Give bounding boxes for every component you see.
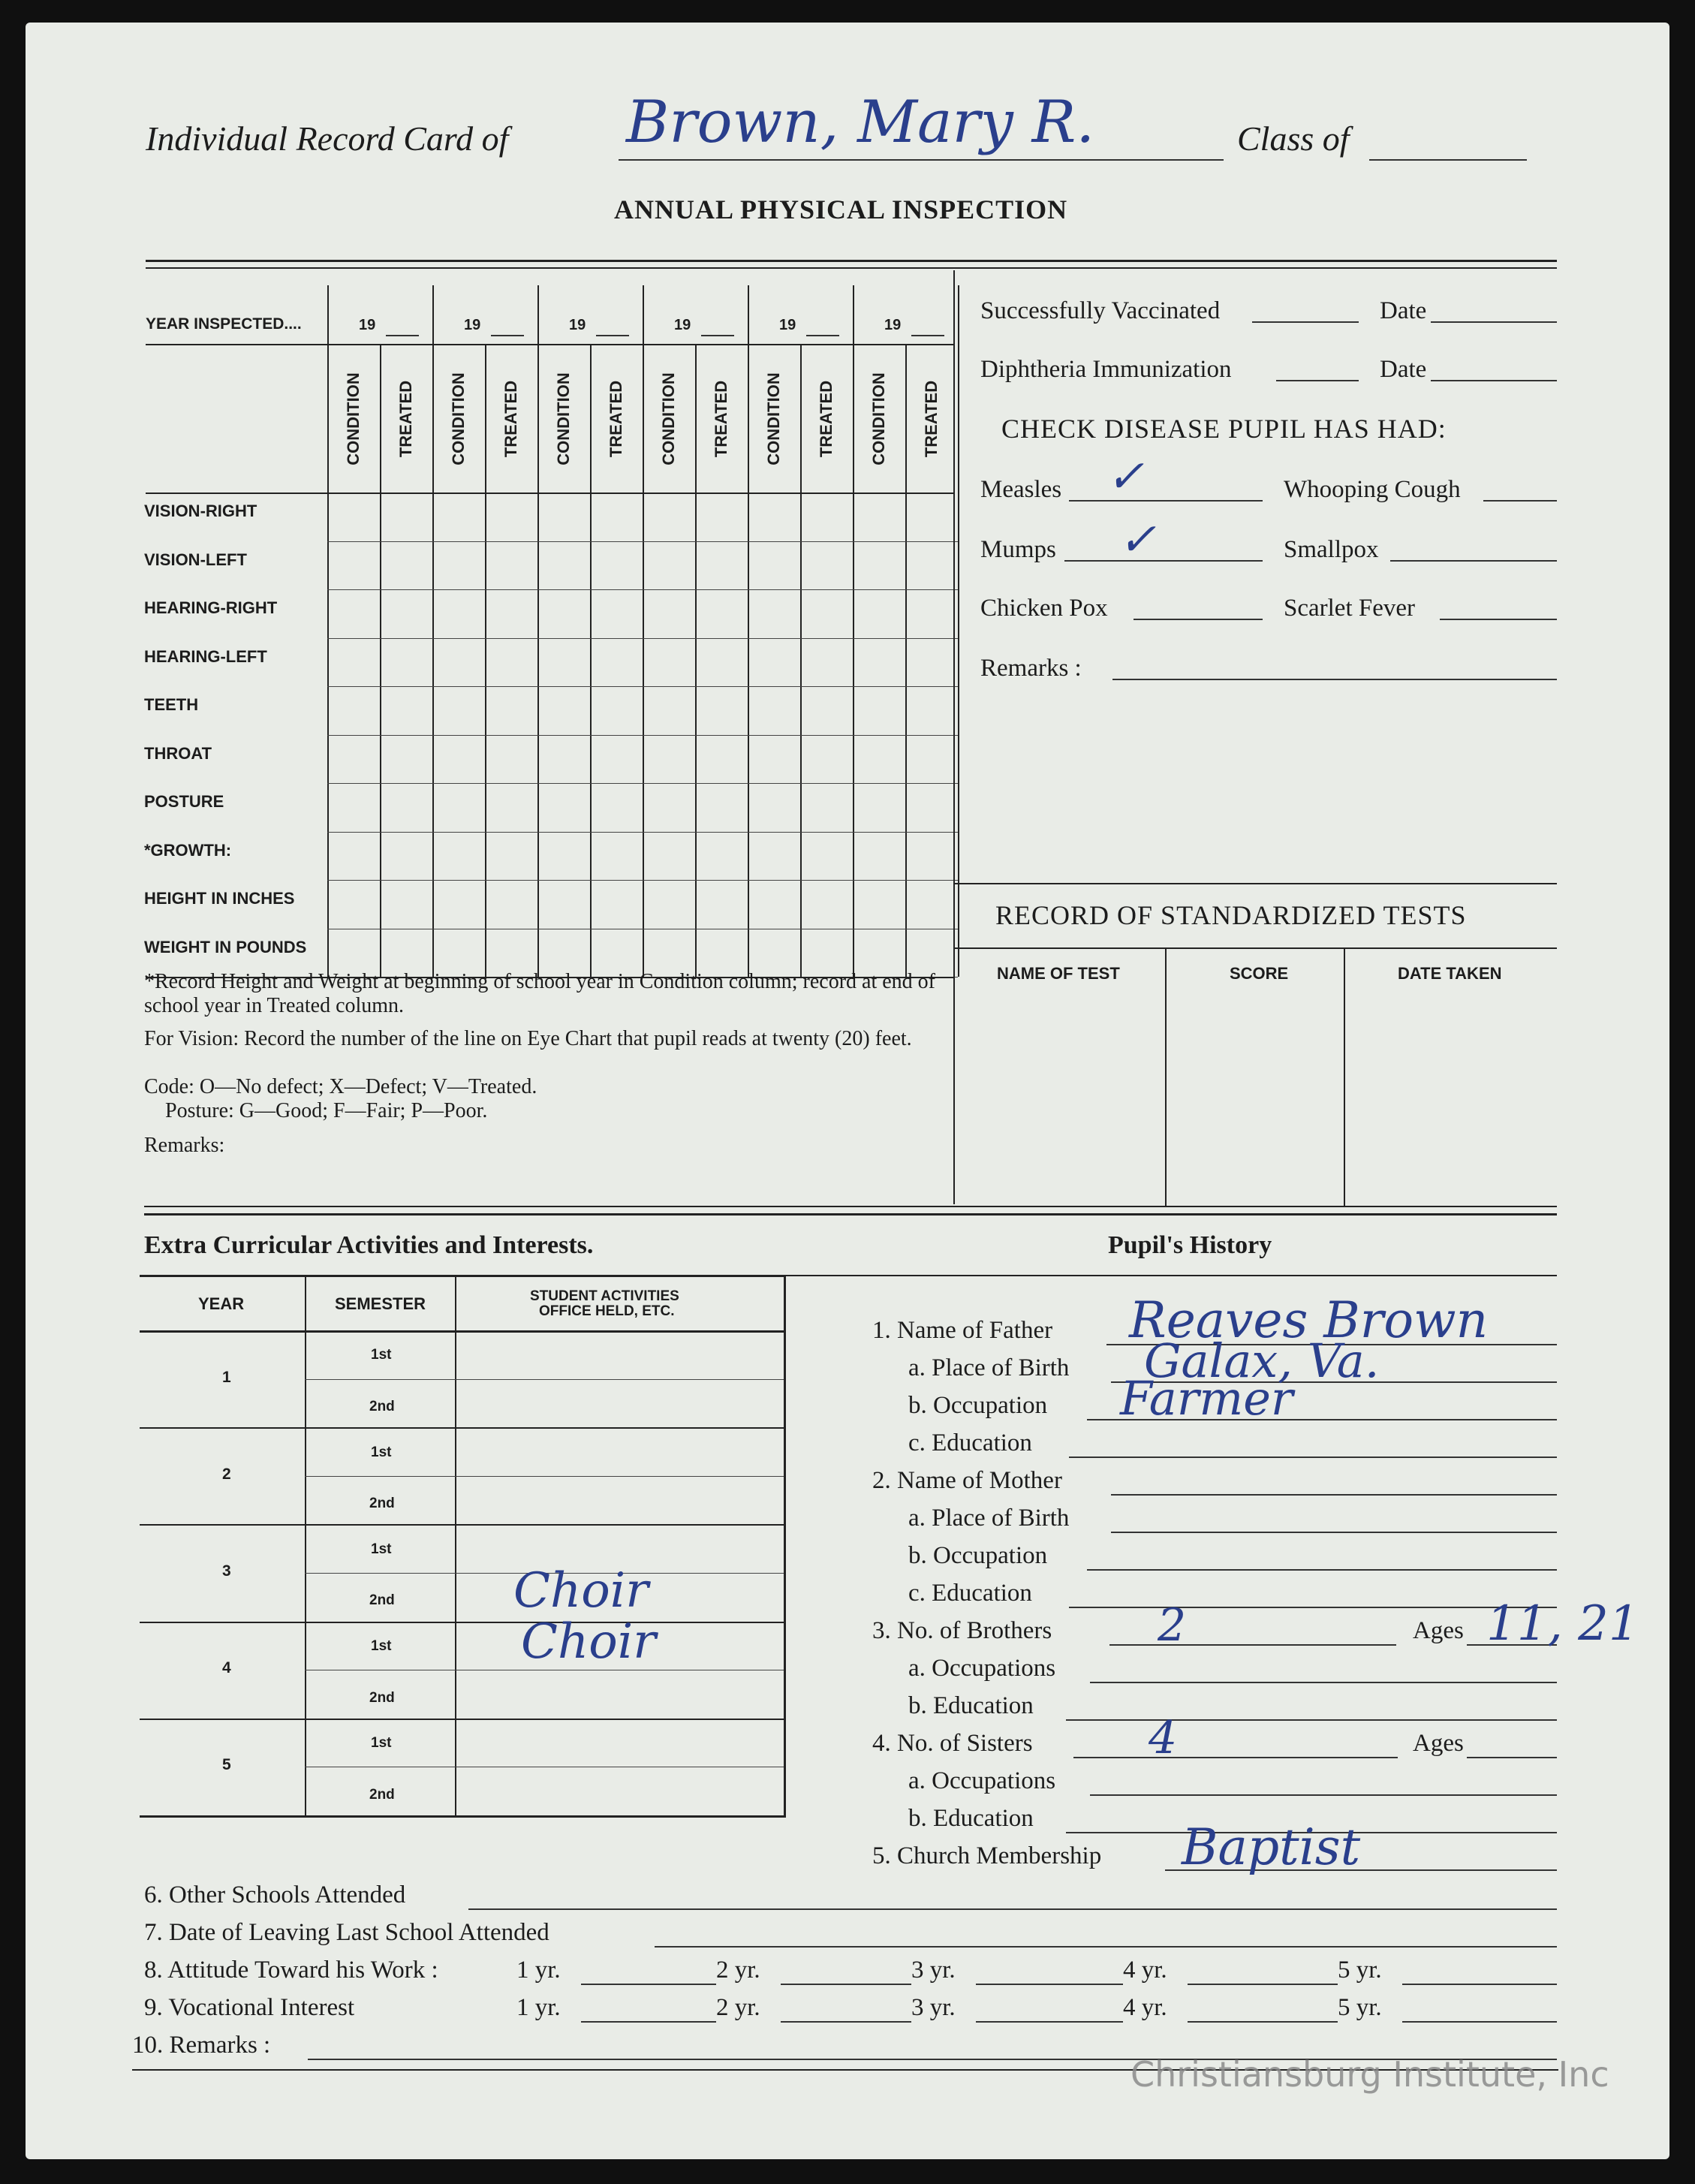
history-line-15: 5. Church Membership — [872, 1842, 1102, 1869]
history-line-1: 1. Name of Father — [872, 1317, 1053, 1344]
watermark: Christiansburg Institute, Inc — [1131, 2054, 1609, 2095]
tests-col-score: SCORE — [1230, 964, 1289, 983]
year-inspected-label: YEAR INSPECTED.... — [146, 315, 302, 333]
condition-header: CONDITION — [659, 372, 678, 465]
history-blank — [1073, 1757, 1398, 1758]
year-blank — [911, 335, 944, 336]
column-rule — [485, 344, 486, 977]
activity-year4-1st: Choir — [521, 1614, 656, 1670]
acts-col-office: OFFICE HELD, ETC. — [539, 1303, 675, 1319]
yr-blank — [1402, 2021, 1557, 2023]
handwritten-father-value: Reaves Brown — [1129, 1291, 1489, 1349]
check-disease-title: CHECK DISEASE PUPIL HAS HAD: — [1001, 414, 1447, 444]
column-rule — [958, 285, 959, 977]
row-rule — [327, 783, 958, 784]
acts-sem-2nd: 2nd — [369, 1786, 395, 1803]
acts-sem-1st: 1st — [371, 1541, 392, 1557]
year-blank — [491, 335, 524, 336]
chickenpox-label: Chicken Pox — [980, 595, 1108, 622]
acts-sem-rule — [305, 1379, 784, 1380]
note-vision: For Vision: Record the number of the line on Eye Chart that pupil reads at twenty (20) feet. — [144, 1027, 912, 1050]
yr-blank — [976, 1984, 1123, 1985]
treated-header: TREATED — [922, 380, 941, 458]
handwritten-brothers-ages: 11, 21 — [1486, 1596, 1639, 1652]
attitude-label: 8. Attitude Toward his Work : — [144, 1957, 438, 1984]
history-line-11: b. Education — [908, 1692, 1034, 1719]
year-prefix: 19 — [359, 317, 376, 333]
year-prefix: 19 — [674, 317, 691, 333]
row-label-weight-in-pounds: WEIGHT IN POUNDS — [144, 937, 307, 956]
acts-year-2: 2 — [222, 1465, 231, 1483]
history-line-2: a. Place of Birth — [908, 1354, 1070, 1381]
history-blank — [1109, 1644, 1396, 1646]
acts-sem-2nd: 2nd — [369, 1689, 395, 1706]
tests-title: RECORD OF STANDARDIZED TESTS — [995, 900, 1467, 930]
column-rule — [432, 285, 434, 977]
yr-label-2: 2 yr. — [716, 1957, 760, 1984]
yr-blank — [781, 1984, 911, 1985]
row-label-vision-left: VISION-LEFT — [144, 550, 247, 569]
handwritten-brothers-value: 2 — [1158, 1599, 1187, 1652]
history-line-5: 2. Name of Mother — [872, 1467, 1062, 1494]
yr-label-1: 1 yr. — [516, 1994, 561, 2021]
sisters-ages-label: Ages — [1413, 1730, 1464, 1757]
whooping-label: Whooping Cough — [1284, 476, 1461, 503]
activities-title: Extra Curricular Activities and Interests. — [144, 1231, 594, 1259]
acts-year-4: 4 — [222, 1659, 231, 1677]
acts-bottom — [140, 1815, 784, 1818]
treated-header: TREATED — [607, 380, 625, 458]
year-prefix: 19 — [779, 317, 796, 333]
history-blank — [1069, 1607, 1557, 1608]
subtitle: ANNUAL PHYSICAL INSPECTION — [614, 194, 1068, 224]
title-prefix: Individual Record Card of — [146, 119, 509, 158]
measles-check: ✓ — [1106, 450, 1145, 503]
note-code: Code: O—No defect; X—Defect; V—Treated. — [144, 1075, 537, 1098]
acts-sem-2nd: 2nd — [369, 1496, 395, 1512]
row-rule — [327, 832, 958, 833]
acts-sem-1st: 1st — [371, 1735, 392, 1752]
history-line-12: 4. No. of Sisters — [872, 1730, 1033, 1757]
history-line-8: c. Education — [908, 1580, 1032, 1607]
yr-blank — [781, 2021, 911, 2023]
column-rule — [590, 344, 592, 977]
record-card — [26, 23, 1669, 2159]
smallpox-label: Smallpox — [1284, 536, 1379, 563]
vaccinated-date-label: Date — [1380, 297, 1427, 324]
acts-year-5: 5 — [222, 1756, 231, 1774]
mumps-label: Mumps — [980, 536, 1056, 563]
year-blank — [701, 335, 734, 336]
year-prefix: 19 — [884, 317, 902, 333]
yr-label-1: 1 yr. — [516, 1957, 561, 1984]
acts-year-rule — [140, 1524, 784, 1526]
year-blank — [596, 335, 629, 336]
year-prefix: 19 — [569, 317, 586, 333]
condition-header: CONDITION — [869, 372, 888, 465]
acts-sem-rule — [305, 1476, 784, 1477]
acts-col-student: STUDENT ACTIVITIES — [530, 1288, 679, 1304]
yr-blank — [976, 2021, 1123, 2023]
acts-year-rule — [140, 1719, 784, 1720]
acts-year-rule — [140, 1622, 784, 1623]
condition-header: CONDITION — [449, 372, 468, 465]
history-blank — [1066, 1719, 1557, 1721]
acts-sem-1st: 1st — [371, 1637, 392, 1654]
yr-blank — [581, 1984, 716, 1985]
yr-label-4: 4 yr. — [1123, 1957, 1167, 1984]
column-rule — [905, 344, 907, 977]
yr-blank — [581, 2021, 716, 2023]
remarks-label: 10. Remarks : — [132, 2032, 271, 2059]
history-line-14: b. Education — [908, 1805, 1034, 1832]
treated-header: TREATED — [501, 380, 520, 458]
column-rule — [537, 285, 539, 977]
acts-col1 — [305, 1275, 306, 1815]
acts-col2 — [455, 1275, 456, 1815]
yr-label-4: 4 yr. — [1123, 1994, 1167, 2021]
row-rule — [327, 735, 958, 736]
other-schools-label: 6. Other Schools Attended — [144, 1881, 406, 1908]
history-line-6: a. Place of Birth — [908, 1505, 1070, 1532]
acts-year-1: 1 — [222, 1368, 231, 1386]
row-label-hearing-right: HEARING-RIGHT — [144, 598, 278, 617]
treated-header: TREATED — [712, 380, 730, 458]
year-blank — [386, 335, 419, 336]
history-line-4: c. Education — [908, 1429, 1032, 1457]
acts-col-year: YEAR — [198, 1294, 245, 1313]
leaving-blank — [655, 1946, 1557, 1948]
yr-blank — [1188, 1984, 1338, 1985]
column-rule — [800, 344, 802, 977]
condition-header: CONDITION — [764, 372, 783, 465]
treated-header: TREATED — [396, 380, 415, 458]
rows-top-rule — [146, 493, 953, 494]
note-posture: Posture: G—Good; F—Fair; P—Poor. — [165, 1099, 488, 1122]
history-line-13: a. Occupations — [908, 1767, 1056, 1794]
column-rule — [748, 285, 749, 977]
history-blank — [1087, 1569, 1557, 1571]
yr-label-2: 2 yr. — [716, 1994, 760, 2021]
diphtheria-date-label: Date — [1380, 356, 1427, 383]
history-blank — [1111, 1494, 1557, 1496]
vocational-label: 9. Vocational Interest — [144, 1994, 355, 2021]
column-rule — [327, 285, 329, 977]
handwritten-father-occ-value: Farmer — [1120, 1371, 1293, 1426]
leaving-label: 7. Date of Leaving Last School Attended — [144, 1919, 549, 1946]
history-line-7: b. Occupation — [908, 1542, 1048, 1569]
mumps-check: ✓ — [1118, 514, 1157, 566]
vaccinated-label: Successfully Vaccinated — [980, 297, 1221, 324]
row-label-hearing-left: HEARING-LEFT — [144, 646, 267, 666]
student-name: Brown, Mary R. — [626, 89, 1095, 156]
yr-label-3: 3 yr. — [911, 1994, 956, 2021]
other-schools-blank — [468, 1908, 1557, 1910]
history-blank — [1069, 1457, 1557, 1458]
acts-col-semester: SEMESTER — [335, 1294, 426, 1313]
yr-label-5: 5 yr. — [1338, 1994, 1382, 2021]
acts-year-rule — [140, 1427, 784, 1429]
history-line-9: 3. No. of Brothers — [872, 1617, 1052, 1644]
history-line-3: b. Occupation — [908, 1392, 1048, 1419]
handwritten-father-birth-value: Galax, Va. — [1144, 1333, 1380, 1388]
row-label-height-in-inches: HEIGHT IN INCHES — [144, 889, 295, 908]
column-rule — [380, 344, 381, 977]
column-rule — [643, 285, 644, 977]
diphtheria-label: Diphtheria Immunization — [980, 356, 1232, 383]
class-label: Class of — [1237, 119, 1350, 158]
row-rule — [327, 686, 958, 687]
history-blank — [1090, 1794, 1557, 1796]
row-rule — [327, 880, 958, 881]
acts-top — [140, 1275, 784, 1277]
scarlet-label: Scarlet Fever — [1284, 595, 1416, 622]
yr-label-5: 5 yr. — [1338, 1957, 1382, 1984]
header-rule — [146, 344, 953, 345]
row-rule — [327, 589, 958, 590]
yr-blank — [1188, 2021, 1338, 2023]
acts-sem-1st: 1st — [371, 1444, 392, 1460]
column-rule — [695, 344, 697, 977]
handwritten-church-value: Baptist — [1182, 1818, 1361, 1876]
brothers-ages-label: Ages — [1413, 1617, 1464, 1644]
condition-header: CONDITION — [344, 372, 363, 465]
tests-col-name: NAME OF TEST — [997, 964, 1120, 983]
acts-head-rule — [140, 1330, 784, 1333]
column-rule — [853, 285, 854, 977]
inspection-remarks: Remarks: — [144, 1134, 225, 1157]
row-label-vision-right: VISION-RIGHT — [144, 502, 257, 520]
ages-blank — [1467, 1757, 1557, 1758]
history-line-10: a. Occupations — [908, 1655, 1056, 1682]
handwritten-sisters-value: 4 — [1149, 1712, 1178, 1764]
year-prefix: 19 — [464, 317, 481, 333]
treated-header: TREATED — [817, 380, 835, 458]
acts-sem-2nd: 2nd — [369, 1398, 395, 1414]
year-blank — [806, 335, 839, 336]
history-blank — [1090, 1682, 1557, 1683]
health-remarks-label: Remarks : — [980, 655, 1082, 682]
acts-right — [784, 1275, 786, 1818]
acts-sem-1st: 1st — [371, 1347, 392, 1363]
measles-label: Measles — [980, 476, 1062, 503]
tests-col-date: DATE TAKEN — [1398, 964, 1502, 983]
row-label--growth-: *GROWTH: — [144, 840, 232, 860]
row-label-throat: THROAT — [144, 743, 212, 763]
acts-sem-2nd: 2nd — [369, 1592, 395, 1609]
row-rule — [327, 638, 958, 639]
note-height-weight: *Record Height and Weight at beginning of school year in Condition column; record at end of school year in Treated column. — [144, 970, 935, 1017]
activity-year3-2nd: Choir — [513, 1563, 649, 1619]
yr-label-3: 3 yr. — [911, 1957, 956, 1984]
row-label-teeth: TEETH — [144, 695, 199, 714]
history-title: Pupil's History — [1108, 1231, 1272, 1259]
row-rule — [327, 541, 958, 542]
history-blank — [1111, 1532, 1557, 1533]
condition-header: CONDITION — [554, 372, 573, 465]
row-label-posture: POSTURE — [144, 792, 224, 811]
acts-year-3: 3 — [222, 1562, 231, 1580]
yr-blank — [1402, 1984, 1557, 1985]
